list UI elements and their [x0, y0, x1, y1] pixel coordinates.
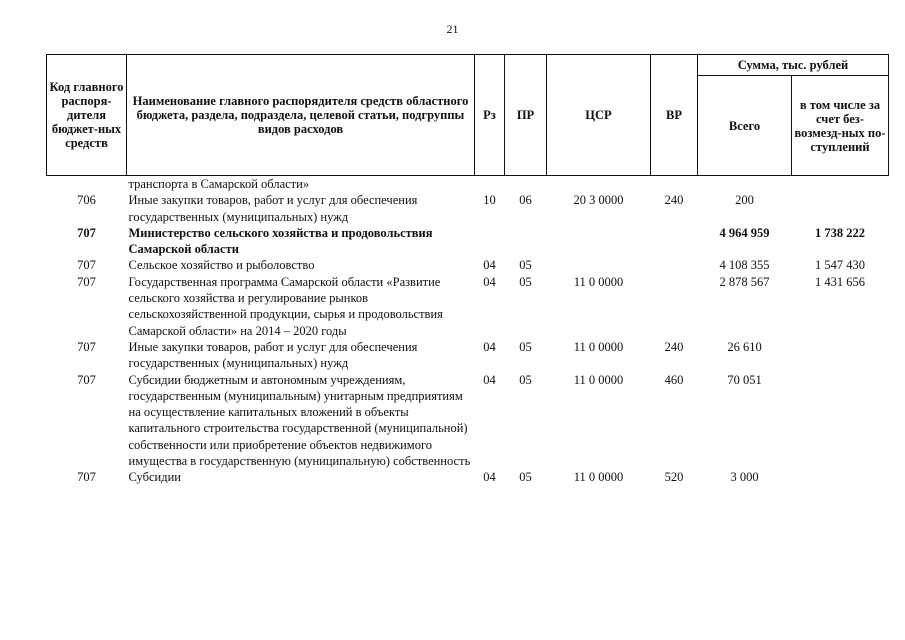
cell-pr	[505, 225, 547, 258]
cell-code: 707	[77, 274, 96, 289]
cell-pr: 05	[519, 372, 532, 387]
cell-total: 26 610	[727, 339, 762, 354]
cell-rz	[475, 176, 505, 193]
cell-incl	[792, 339, 889, 372]
cell-pr: 05	[519, 274, 532, 289]
header-code: Код главного распоря-дителя бюджет-ных средств	[47, 55, 127, 176]
table-row	[47, 339, 889, 372]
cell-csr: 20 3 0000	[573, 193, 624, 208]
cell-name: Субсидии	[128, 470, 181, 485]
table-row	[47, 176, 889, 193]
cell-vr	[651, 274, 698, 339]
cell-name: Иные закупки товаров, работ и услуг для обеспечения государственных (муниципальных) нужд	[128, 193, 418, 224]
cell-name: транспорта в Самарской области»	[128, 177, 310, 191]
cell-csr: 11 0 0000	[573, 339, 624, 354]
cell-incl: 1 431 656	[815, 274, 865, 289]
cell-total: 2 878 567	[719, 274, 770, 289]
cell-pr	[505, 176, 547, 193]
cell-name: Сельское хозяйство и рыболовство	[128, 258, 315, 273]
cell-vr	[651, 176, 698, 193]
page-number: 21	[446, 22, 459, 36]
cell-rz: 04	[483, 274, 496, 289]
cell-total	[698, 176, 792, 193]
header-rz: Рз	[475, 55, 505, 176]
cell-vr: 240	[664, 339, 684, 354]
cell-code: 707	[77, 258, 96, 273]
table-row	[47, 225, 889, 258]
cell-csr	[547, 257, 651, 273]
cell-total: 70 051	[727, 372, 762, 387]
header-name: Наименование главного распорядителя средств областного бюджета, раздела, подраздела, целевой статьи, подгруппы видов расходов	[127, 55, 475, 176]
cell-code: 706	[77, 193, 96, 208]
cell-rz: 10	[483, 193, 496, 208]
cell-incl	[792, 176, 889, 193]
cell-rz: 04	[483, 339, 496, 354]
cell-pr: 05	[519, 258, 532, 273]
budget-table	[46, 54, 889, 486]
cell-total: 200	[735, 193, 754, 208]
table-row	[47, 257, 889, 273]
cell-total: 4 964 959	[719, 225, 770, 240]
header-incl: в том числе за счет без-возмезд-ных по-ступлений	[792, 76, 889, 176]
cell-total: 3 000	[730, 470, 759, 485]
header-sum-group: Сумма, тыс. рублей	[698, 55, 889, 76]
cell-pr: 05	[519, 470, 532, 485]
cell-pr: 05	[519, 339, 532, 354]
cell-rz: 04	[483, 372, 496, 387]
cell-incl	[792, 192, 889, 225]
cell-vr: 240	[664, 193, 684, 208]
cell-vr	[651, 225, 698, 258]
cell-csr: 11 0 0000	[573, 470, 624, 485]
cell-csr	[547, 176, 651, 193]
table-row	[47, 469, 889, 485]
cell-incl: 1 547 430	[815, 258, 865, 273]
table-body	[47, 176, 889, 486]
cell-rz	[475, 225, 505, 258]
cell-rz: 04	[483, 258, 496, 273]
cell-name: Государственная программа Самарской области «Развитие сельского хозяйства и регулирование рынков сельскохозяйственной продукции, сырья и продовольствия Самарской области» на 2014 – 2020 годы	[128, 274, 443, 338]
cell-total: 4 108 355	[719, 258, 770, 273]
cell-incl: 1 738 222	[815, 225, 865, 240]
cell-code: 707	[77, 470, 96, 485]
table-row	[47, 274, 889, 339]
cell-csr	[547, 225, 651, 258]
cell-code: 707	[77, 372, 96, 387]
cell-vr: 460	[664, 372, 684, 387]
header-total: Всего	[698, 76, 792, 176]
cell-rz: 04	[483, 470, 496, 485]
header-csr: ЦСР	[547, 55, 651, 176]
table-row	[47, 192, 889, 225]
cell-code	[47, 176, 127, 193]
cell-incl	[792, 469, 889, 485]
cell-incl	[792, 372, 889, 470]
header-pr: ПР	[505, 55, 547, 176]
cell-csr: 11 0 0000	[573, 372, 624, 387]
cell-code: 707	[77, 225, 96, 240]
table-header	[47, 55, 889, 176]
cell-csr: 11 0 0000	[573, 274, 624, 289]
cell-name: Иные закупки товаров, работ и услуг для обеспечения государственных (муниципальных) нужд	[128, 339, 418, 371]
table-row	[47, 372, 889, 470]
cell-name: Субсидии бюджетным и автономным учреждениям, государственным (муниципальным) унитарным предприятиям на осуществление капитальных вложений в объекты капитального строительства государственной (муниципальной) собственности или приобретение объектов недвижимого имущества в государственную (муниципальную) собственность	[128, 372, 471, 469]
header-vr: ВР	[651, 55, 698, 176]
cell-code: 707	[77, 339, 96, 354]
cell-name: Министерство сельского хозяйства и продовольствия Самарской области	[128, 225, 433, 257]
cell-vr: 520	[664, 470, 684, 485]
cell-vr	[651, 257, 698, 273]
cell-pr: 06	[519, 193, 532, 208]
